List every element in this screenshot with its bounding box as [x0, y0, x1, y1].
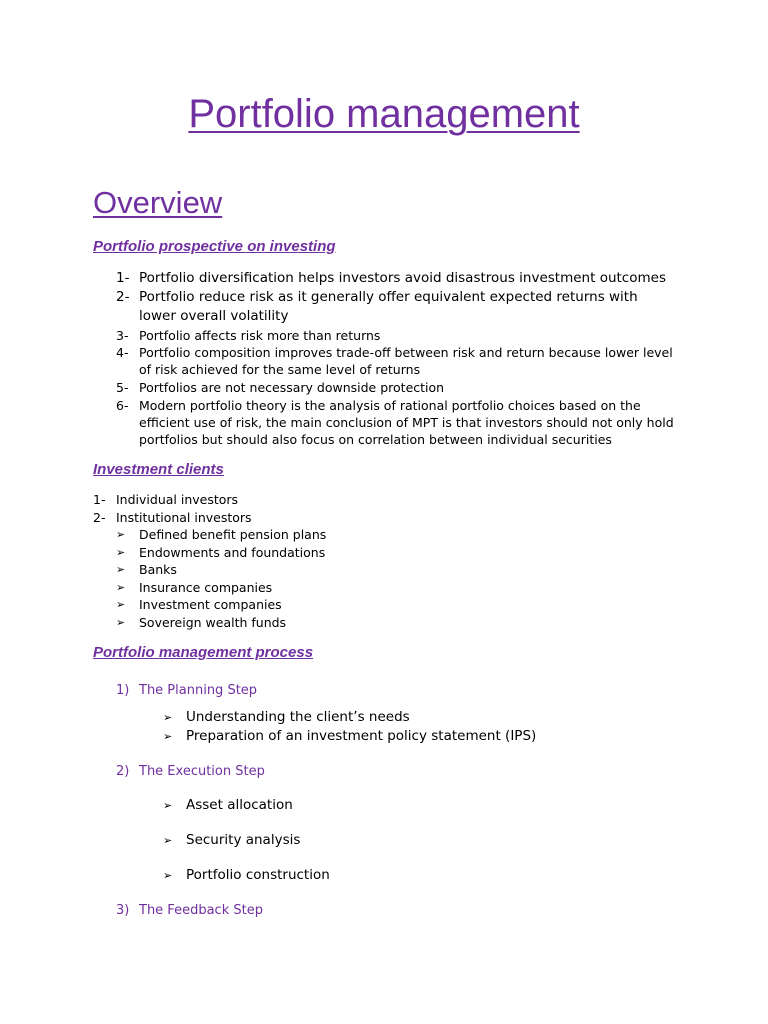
- arrowhead-bullet-icon: ➢: [163, 730, 173, 743]
- arrowhead-bullet-icon: ➢: [163, 799, 173, 812]
- list-text: Insurance companies: [139, 580, 273, 595]
- arrowhead-bullet-icon: ➢: [116, 581, 126, 594]
- list-number: 6-: [116, 398, 129, 413]
- step-label: The Planning Step: [139, 683, 258, 698]
- list-text: Portfolios are not necessary downside protection: [139, 380, 445, 395]
- step-label: The Feedback Step: [139, 903, 263, 918]
- arrowhead-bullet-icon: ➢: [163, 711, 173, 724]
- list-text: Portfolio composition improves trade-off between risk and return because lower level of risk achieved for the same level of returns: [139, 345, 673, 377]
- list-text: Understanding the client’s needs: [186, 709, 410, 725]
- list-text: Asset allocation: [186, 797, 293, 813]
- list-text: Individual investors: [116, 492, 239, 507]
- list-number: 2-: [116, 289, 130, 305]
- list-number: 3-: [116, 328, 129, 343]
- list-text: Investment companies: [139, 597, 282, 612]
- list-text: Endowments and foundations: [139, 545, 326, 560]
- step-label: The Execution Step: [139, 764, 265, 779]
- perspective-heading: Portfolio prospective on investing: [93, 238, 336, 255]
- page-title: Portfolio management: [188, 92, 580, 136]
- step-number: 3): [116, 903, 130, 918]
- list-text: Portfolio affects risk more than returns: [139, 328, 381, 343]
- list-number: 4-: [116, 345, 129, 360]
- list-number: 5-: [116, 380, 129, 395]
- list-text: Institutional investors: [116, 510, 252, 525]
- process-heading: Portfolio management process: [93, 644, 314, 661]
- list-text: Defined benefit pension plans: [139, 527, 327, 542]
- list-text: Banks: [139, 562, 177, 577]
- arrowhead-bullet-icon: ➢: [116, 546, 126, 559]
- list-text: Preparation of an investment policy statement (IPS): [186, 728, 537, 744]
- arrowhead-bullet-icon: ➢: [116, 616, 126, 629]
- list-text: Portfolio construction: [186, 867, 330, 883]
- arrowhead-bullet-icon: ➢: [116, 598, 126, 611]
- arrowhead-bullet-icon: ➢: [116, 528, 126, 541]
- list-number: 1-: [116, 270, 130, 286]
- step-number: 2): [116, 764, 130, 779]
- list-text: Modern portfolio theory is the analysis of rational portfolio choices based on the efficient use of risk, the main conclusion of MPT is that investors should not only hold portfolios but should also focus on correlation between individual securities: [139, 398, 674, 447]
- list-text: Security analysis: [186, 832, 301, 848]
- overview-heading: Overview: [93, 185, 223, 220]
- arrowhead-bullet-icon: ➢: [116, 563, 126, 576]
- list-number: 1-: [93, 492, 106, 507]
- step-number: 1): [116, 683, 130, 698]
- arrowhead-bullet-icon: ➢: [163, 869, 173, 882]
- list-text: Portfolio diversification helps investors avoid disastrous investment outcomes: [139, 270, 666, 286]
- list-text: Sovereign wealth funds: [139, 615, 287, 630]
- arrowhead-bullet-icon: ➢: [163, 834, 173, 847]
- clients-heading: Investment clients: [93, 461, 224, 478]
- list-text: Portfolio reduce risk as it generally offer equivalent expected returns with lower overall volatility: [139, 289, 638, 324]
- list-number: 2-: [93, 510, 106, 525]
